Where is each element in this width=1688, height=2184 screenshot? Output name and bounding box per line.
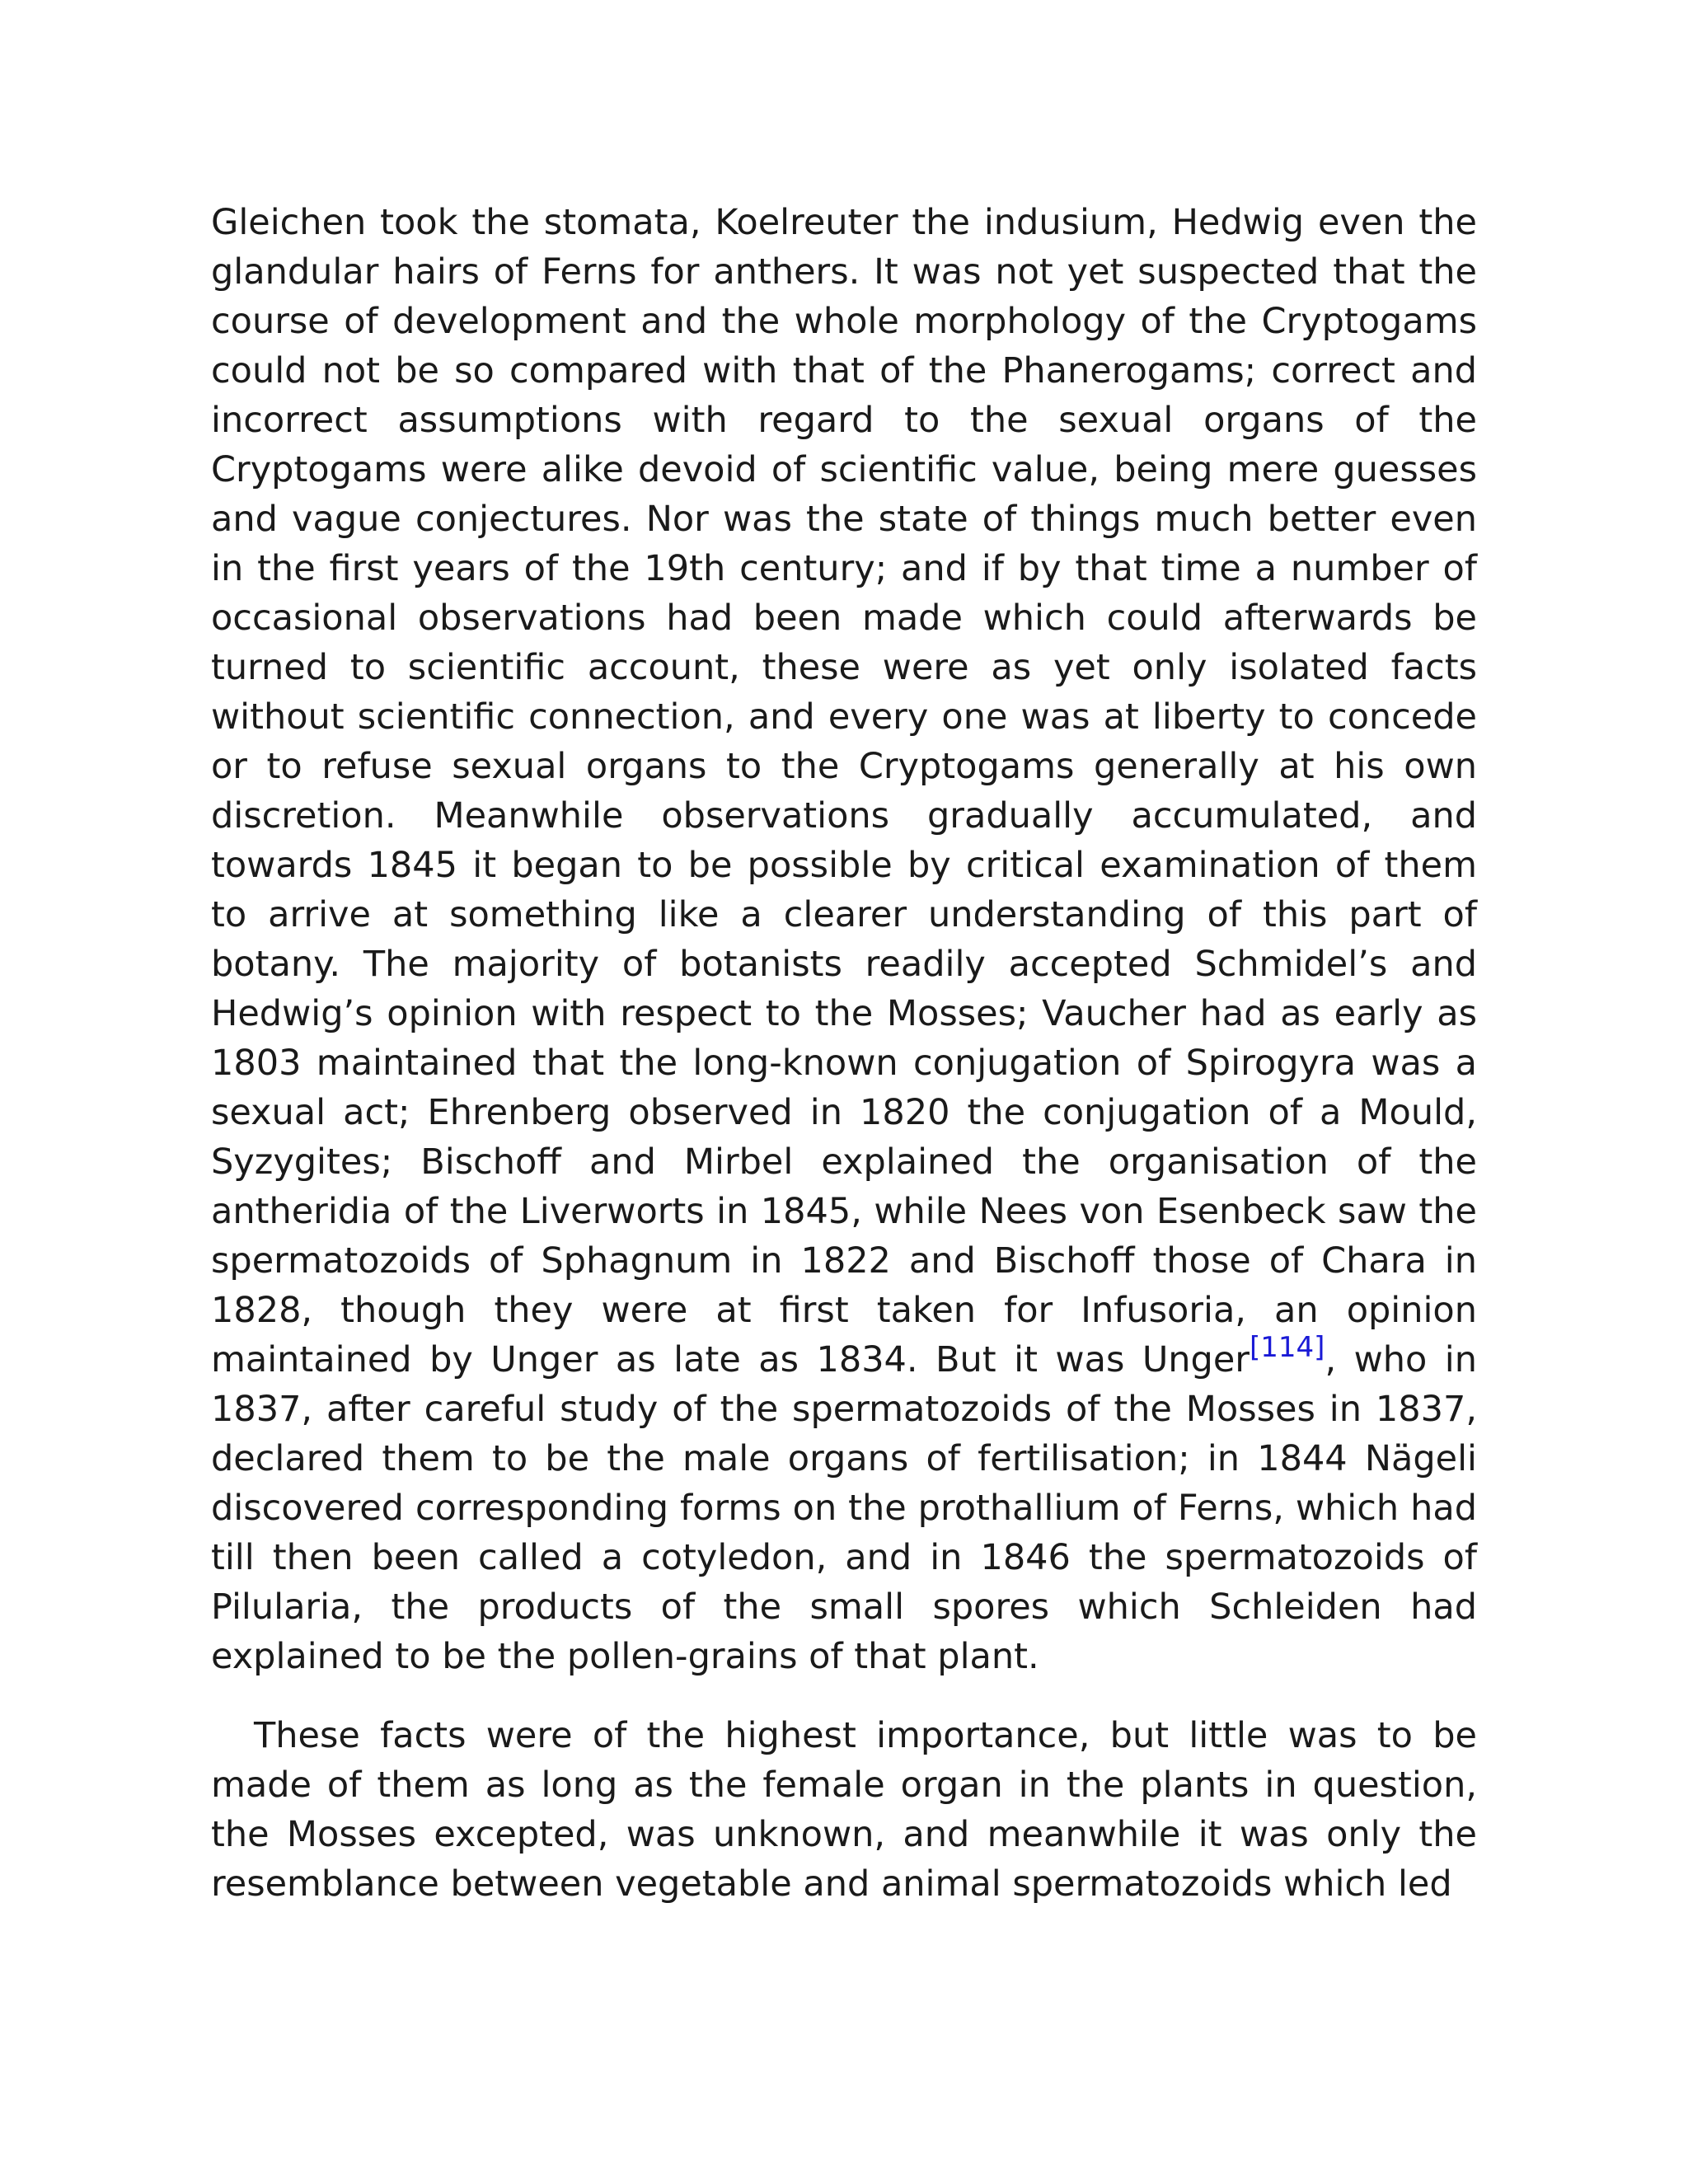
paragraph-2: These facts were of the highest importance, but little was to be made of them as long as the female organ in the plants in question, the Mosses excepted, was unknown, and meanwhile it was only the resemblance between vegetable and animal spermatozoids which led: [211, 1715, 1477, 1905]
document-page: [211, 198, 1477, 1909]
footnote-link-114[interactable]: [114]: [1250, 1331, 1325, 1364]
paragraph-1: [211, 198, 1477, 1681]
paragraph-1-text-a: Gleichen took the stomata, Koelreuter the indusium, Hedwig even the glandular hairs of Ferns for anthers. It was not yet suspected that the course of development and the whole morphology of the Cryptogams could not be so compared with that of the Phanerogams; correct and incorrect assumptions with regard to the sexual organs of the Cryptogams were alike devoid of scientific value, being mere guesses and vague conjectures. Nor was the state of things much better even in the first years of the 19th century; and if by that time a number of occasional observations had been made which could afterwards be turned to scientific account, these were as yet only isolated facts without scientific connection, and every one was at liberty to concede or to refuse sexual organs to the Cryptogams generally at his own discretion. Meanwhile observations gradually accumulated, and towards 1845 it began to be possible by critical examination of them to arrive at something like a clearer understanding of this part of botany. The majority of botanists readily accepted Schmidel’s and Hedwig’s opinion with respect to the Mosses; Vaucher had as early as 1803 maintained that the long-known conjugation of Spirogyra was a sexual act; Ehrenberg observed in 1820 the conjugation of a Mould, Syzygites; Bischoff and Mirbel explained the organisation of the antheridia of the Liverworts in 1845, while Nees von Esenbeck saw the spermatozoids of Sphagnum in 1822 and Bischoff those of Chara in 1828, though they were at first taken for Infusoria, an opinion maintained by Unger as late as 1834. But it was Unger: [211, 202, 1477, 1380]
paragraph-1-text-b: , who in 1837, after careful study of the spermatozoids of the Mosses in 1837, declared them to be the male organs of fertilisation; in 1844 Nägeli discovered corresponding forms on the prothallium of Ferns, which had till then been called a cotyledon, and in 1846 the spermatozoids of Pilularia, the products of the small spores which Schleiden had explained to be the pollen-grains of that plant.: [211, 1339, 1477, 1677]
